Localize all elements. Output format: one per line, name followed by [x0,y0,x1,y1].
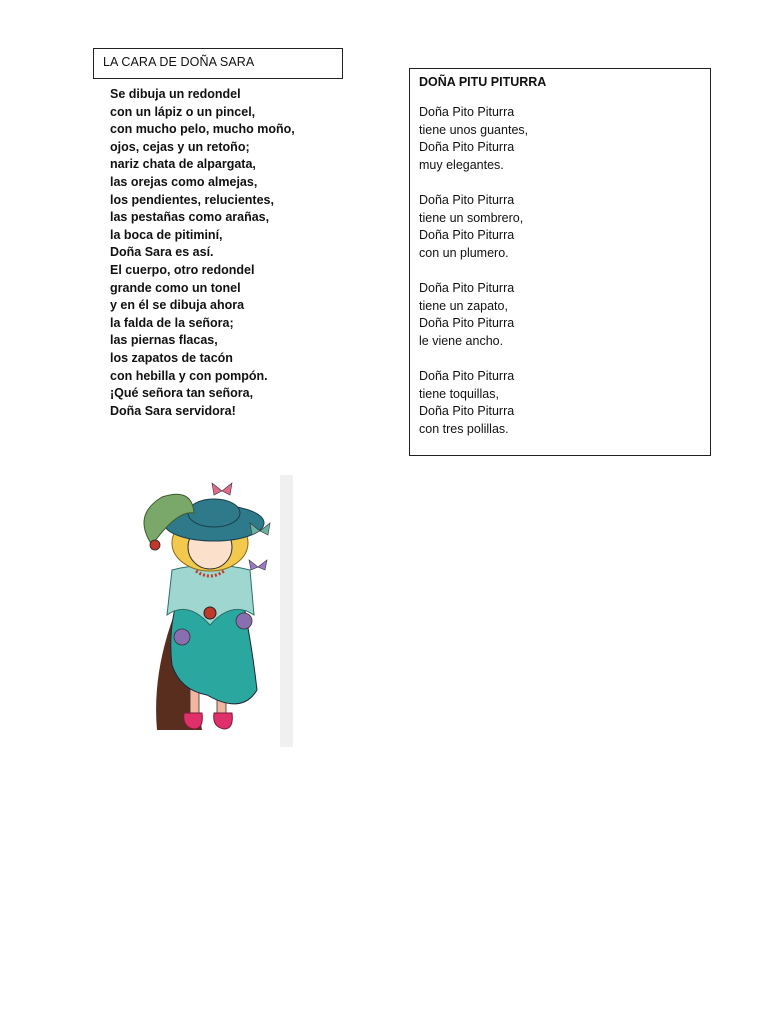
poem-stanza [419,104,701,174]
poem-line: tiene un zapato, [419,298,508,313]
poem-line: grande como un tonel [110,280,241,295]
poem-line: Doña Sara es así. [110,245,214,260]
poem-line: las orejas como almejas, [110,174,258,189]
left-poem-body [110,86,350,420]
poem-line: con mucho pelo, mucho moño, [110,122,295,137]
left-poem-title: LA CARA DE DOÑA SARA [103,55,255,69]
poem-line: Doña Sara servidora! [110,403,236,418]
poem-line: Doña Pito Piturra [419,404,515,419]
poem-line: con un plumero. [419,245,509,260]
poem-line: tiene unos guantes, [419,122,529,137]
right-shoe [214,713,233,729]
poem-line: y en él se dibuja ahora [110,298,245,313]
poem-line: Doña Pito Piturra [419,140,515,155]
right-poem-title: DOÑA PITU PITURRA [419,75,547,89]
poem-line: nariz chata de alpargata, [110,157,256,172]
poem-line: Doña Pito Piturra [419,280,515,295]
poem-line: la boca de pitiminí, [110,227,223,242]
dona-sara-illustration [122,475,294,747]
left-glove [174,629,190,645]
poem-line: tiene un sombrero, [419,210,524,225]
poem-line: Doña Pito Piturra [419,105,515,119]
brooch [204,607,216,619]
poem-line: El cuerpo, otro redondel [110,262,255,277]
poem-stanza [419,280,701,350]
poem-line: ojos, cejas y un retoño; [110,139,250,154]
butterfly-icon [212,483,232,495]
poem-line: Se dibuja un redondel [110,87,241,101]
right-glove [236,613,252,629]
poem-line: ¡Qué señora tan señora, [110,386,254,401]
hat-crown [188,499,240,527]
poem-line: Doña Pito Piturra [419,192,515,207]
poem-line: las piernas flacas, [110,333,218,348]
poem-line: Doña Pito Piturra [419,228,515,243]
feather-tip [150,540,160,550]
poem-line: con tres polillas. [419,421,509,436]
poem-line: los zapatos de tacón [110,350,233,365]
right-poem-box [409,68,711,456]
poem-line: con un lápiz o un pincel, [110,104,256,119]
poem-line: le viene ancho. [419,333,504,348]
left-poem-title-box [93,48,343,79]
poem-line: la falda de la señora; [110,315,234,330]
poem-line: Doña Pito Piturra [419,316,515,331]
poem-stanza [419,368,701,438]
illustration-side-strip [280,475,293,747]
poem-line: Doña Pito Piturra [419,368,515,383]
poem-line: las pestañas como arañas, [110,210,270,225]
poem-line: los pendientes, relucientes, [110,192,274,207]
poem-stanza [419,192,701,262]
poem-line: muy elegantes. [419,157,504,172]
butterfly-icon [249,560,267,570]
poem-line: tiene toquillas, [419,386,499,401]
poem-line: con hebilla y con pompón. [110,368,268,383]
